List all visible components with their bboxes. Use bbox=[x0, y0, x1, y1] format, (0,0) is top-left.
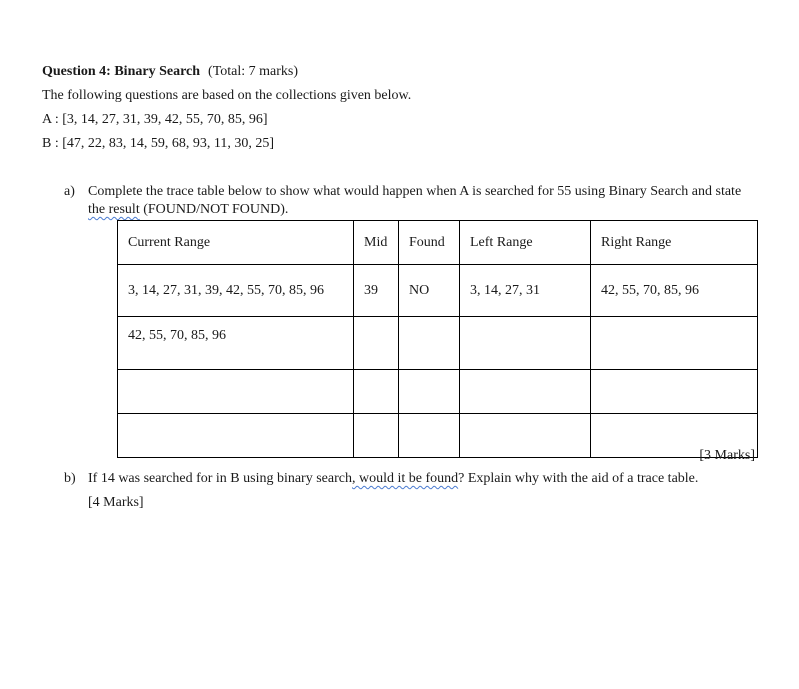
collection-b: B : [47, 22, 83, 14, 59, 68, 93, 11, 30, 25] bbox=[42, 136, 275, 151]
table-row bbox=[118, 414, 758, 458]
header-left-range: Left Range bbox=[460, 221, 591, 265]
part-b-text-end: ? Explain why with the aid of a trace table. bbox=[458, 471, 699, 486]
part-b-label: b) bbox=[64, 471, 76, 486]
table-cell bbox=[118, 414, 354, 458]
table-cell: 3, 14, 27, 31 bbox=[460, 265, 591, 317]
table-cell bbox=[399, 370, 460, 414]
table-cell bbox=[399, 414, 460, 458]
part-b-marks: [4 Marks] bbox=[88, 495, 144, 510]
table-cell bbox=[460, 370, 591, 414]
spellcheck-underlined-text: the result bbox=[88, 202, 140, 217]
table-cell bbox=[591, 370, 758, 414]
table-row bbox=[118, 265, 758, 317]
table-row bbox=[118, 370, 758, 414]
header-mid: Mid bbox=[354, 221, 399, 265]
table-row bbox=[118, 317, 758, 370]
table-cell: 3, 14, 27, 31, 39, 42, 55, 70, 85, 96 bbox=[118, 265, 354, 317]
table-cell: NO bbox=[399, 265, 460, 317]
part-a-label: a) bbox=[64, 184, 75, 199]
trace-table bbox=[117, 220, 758, 458]
table-cell bbox=[354, 370, 399, 414]
table-cell: 42, 55, 70, 85, 96 bbox=[591, 265, 758, 317]
table-cell bbox=[354, 317, 399, 370]
table-cell bbox=[460, 317, 591, 370]
question-title: Question 4: Binary Search bbox=[42, 64, 201, 79]
table-cell bbox=[118, 370, 354, 414]
collection-a: A : [3, 14, 27, 31, 39, 42, 55, 70, 85, 96] bbox=[42, 112, 268, 127]
part-a-instruction-tail: (FOUND/NOT FOUND). bbox=[139, 202, 289, 217]
table-cell bbox=[460, 414, 591, 458]
part-a-instruction: Complete the trace table below to show what would happen when A is searched for 55 using Binary Search and state bbox=[88, 184, 742, 199]
header-right-range: Right Range bbox=[591, 221, 758, 265]
table-cell bbox=[399, 317, 460, 370]
part-b-question bbox=[88, 470, 698, 488]
question-intro: The following questions are based on the collections given below. bbox=[42, 88, 412, 103]
part-a-instruction-continued bbox=[88, 201, 288, 219]
header-found: Found bbox=[399, 221, 460, 265]
spellcheck-underlined-text: , would it be found bbox=[351, 471, 459, 486]
table-header-row bbox=[118, 221, 758, 265]
table-cell bbox=[591, 317, 758, 370]
part-b-text-start: If 14 was searched for in B using binary search bbox=[88, 471, 352, 486]
header-current-range: Current Range bbox=[118, 221, 354, 265]
question-heading bbox=[42, 63, 298, 81]
table-cell bbox=[354, 414, 399, 458]
part-a-marks: [3 Marks] bbox=[699, 448, 755, 463]
table-cell: 39 bbox=[354, 265, 399, 317]
table-cell: 42, 55, 70, 85, 96 bbox=[118, 317, 354, 370]
question-total-marks: (Total: 7 marks) bbox=[208, 64, 299, 79]
